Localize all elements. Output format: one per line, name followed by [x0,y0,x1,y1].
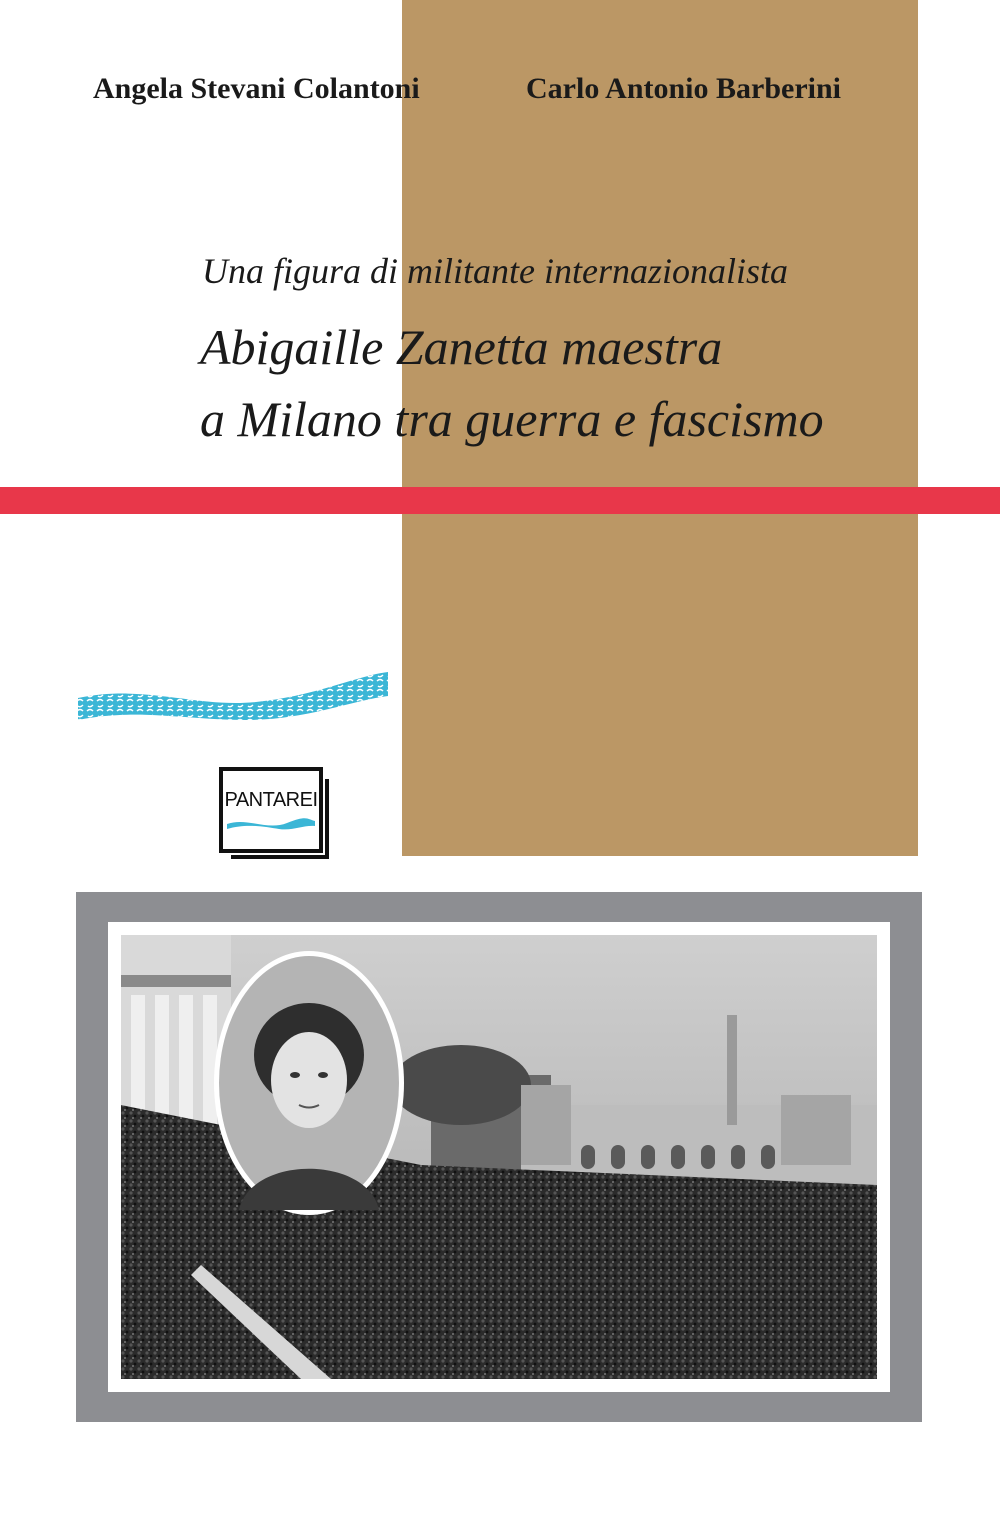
historic-photo [121,935,877,1379]
author-name: Angela Stevani Colantoni [93,72,420,105]
authors-line [0,72,1000,112]
book-title-line: Abigaille Zanetta maestra [200,319,723,375]
logo-wave-icon [227,815,315,833]
pantarei-logo-icon [219,767,323,853]
publisher-name: PANTAREI [224,789,318,811]
book-title-line: a Milano tra guerra e fascismo [200,391,824,447]
author-name: Carlo Antonio Barberini [526,72,842,105]
photo-mat [108,922,890,1392]
wave-ornament-icon [76,668,390,728]
rally-photo-illustration [121,935,877,1379]
red-stripe [0,487,1000,514]
photo-frame [76,892,922,1422]
book-subtitle: Una figura di militante internazionalista [202,251,789,291]
